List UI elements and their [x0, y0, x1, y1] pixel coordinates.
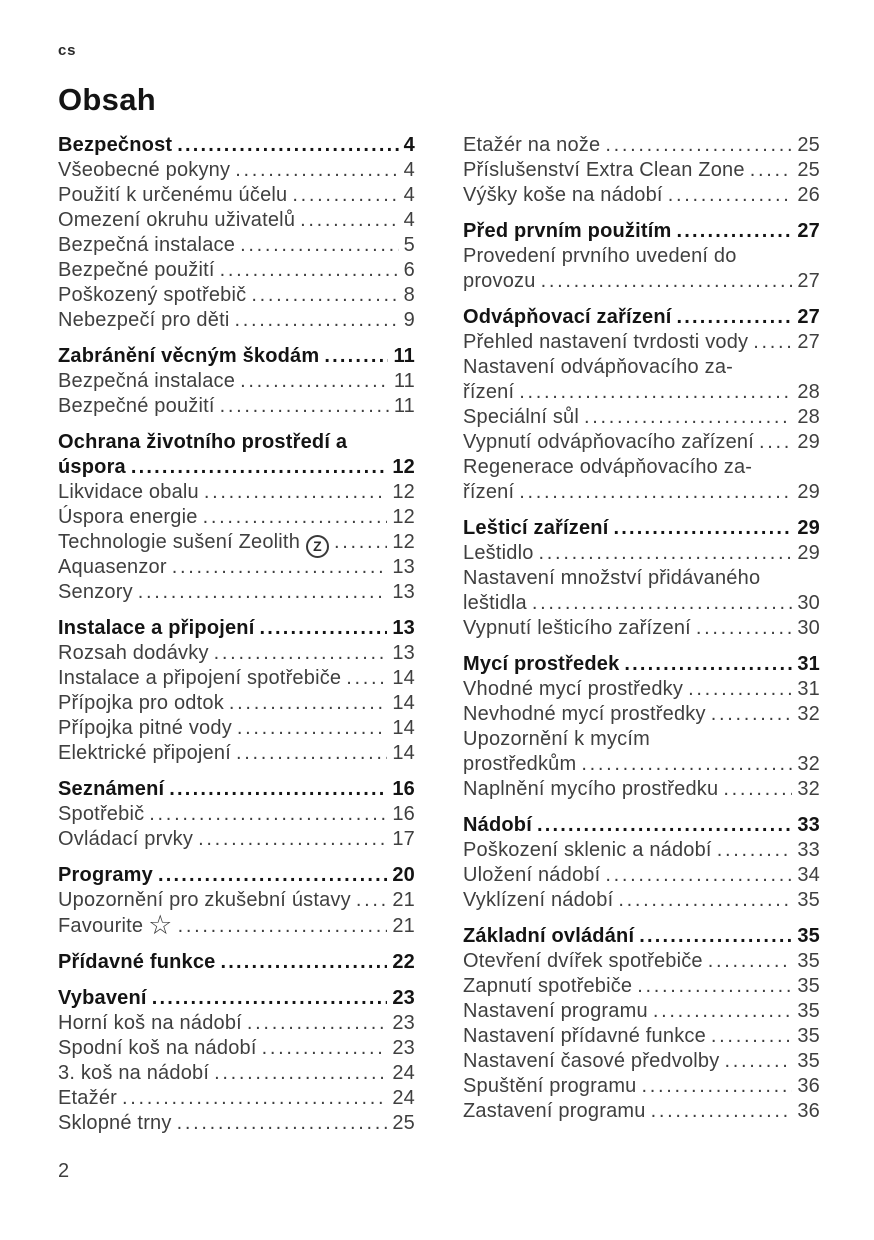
toc-entry-page: 4	[403, 184, 415, 206]
toc-entry-page: 33	[797, 814, 820, 836]
toc-entry-page: 36	[797, 1075, 820, 1097]
toc-entry	[463, 1074, 820, 1099]
dot-leader	[229, 691, 387, 716]
toc-entry-label: Vypnutí lešticího zařízení	[463, 617, 691, 639]
toc-entry-page: 12	[392, 531, 415, 553]
toc-entry	[463, 888, 820, 913]
toc-entry-label: Technologie sušení Zeolith	[58, 531, 301, 553]
toc-entry-page: 31	[797, 653, 820, 675]
toc-entry-page: 11	[393, 395, 415, 417]
dot-leader	[639, 924, 792, 949]
toc-entry-label: Elektrické připojení	[58, 742, 231, 764]
dot-leader	[651, 1099, 793, 1124]
toc-entry-page: 8	[403, 284, 415, 306]
toc-entry	[58, 716, 415, 741]
dot-leader	[292, 183, 398, 208]
toc-entry-page: 32	[797, 703, 820, 725]
toc-entry	[58, 910, 415, 940]
toc-entry	[463, 777, 820, 802]
toc-entry	[58, 258, 415, 283]
toc-entry-label: Vhodné mycí prostředky	[463, 678, 684, 700]
toc-entry	[58, 1111, 415, 1136]
toc-entry-page: 33	[797, 839, 820, 861]
toc-entry-label: Všeobecné pokyny	[58, 159, 231, 181]
toc-entry	[58, 555, 415, 580]
dot-leader	[251, 283, 398, 308]
toc-entry-label: Nebezpečí pro děti	[58, 309, 230, 331]
toc-entry-page: 13	[392, 556, 415, 578]
dot-leader	[653, 999, 793, 1024]
dot-leader	[169, 777, 387, 802]
toc-entry-label: Lešticí zařízení	[463, 517, 609, 539]
toc-entry-page: 21	[392, 889, 415, 911]
toc-entry-first-line: Regenerace odvápňovacího za-	[463, 456, 753, 478]
toc-entry-label: Omezení okruhu uživatelů	[58, 209, 296, 231]
dot-leader	[519, 380, 792, 405]
toc-entry-label: Seznámení	[58, 778, 165, 800]
toc-entry-page: 29	[797, 481, 820, 503]
toc-entry-page: 25	[392, 1112, 415, 1134]
toc-entry	[58, 233, 415, 258]
toc-entry	[58, 394, 415, 419]
toc-entry-label: Nádobí	[463, 814, 532, 836]
dot-leader	[724, 1049, 792, 1074]
dot-leader	[172, 555, 388, 580]
dot-leader	[676, 219, 792, 244]
dot-leader	[753, 330, 792, 355]
dot-leader	[624, 652, 792, 677]
toc-entry-label: Aquasenzor	[58, 556, 167, 578]
toc-entry	[58, 827, 415, 852]
toc-entry-label: 3. koš na nádobí	[58, 1062, 210, 1084]
toc-entry	[463, 949, 820, 974]
toc-column-left	[58, 133, 415, 1136]
toc-entry-label: Upozornění pro zkušební ústavy	[58, 889, 351, 911]
toc-entry-label: Základní ovládání	[463, 925, 635, 947]
dot-leader	[220, 258, 399, 283]
toc-entry-page: 35	[797, 975, 820, 997]
toc-section-heading	[463, 924, 820, 949]
toc-entry-page: 27	[797, 306, 820, 328]
toc-entry-page: 34	[797, 864, 820, 886]
toc-entry-page: 22	[392, 951, 415, 973]
favourite-star-icon: ☆	[148, 910, 173, 940]
toc-entry-page: 5	[403, 234, 415, 256]
dot-leader	[214, 641, 388, 666]
toc-entry-page: 25	[797, 134, 820, 156]
toc-entry	[463, 355, 820, 405]
toc-entry-page: 32	[797, 778, 820, 800]
toc-entry-page: 35	[797, 925, 820, 947]
toc-entry-page: 11	[393, 370, 415, 392]
toc-entry	[463, 999, 820, 1024]
toc-entry-label: Výšky koše na nádobí	[463, 184, 663, 206]
toc-entry-label: Bezpečné použití	[58, 395, 215, 417]
dot-leader	[677, 305, 793, 330]
toc-entry-label: Nevhodné mycí prostředky	[463, 703, 706, 725]
toc-column-right	[463, 133, 820, 1136]
toc-entry-label: Leštidlo	[463, 542, 534, 564]
toc-entry-label: Zabránění věcným škodám	[58, 345, 320, 367]
toc-entry-label: Spuštění programu	[463, 1075, 637, 1097]
toc-entry-page: 13	[392, 642, 415, 664]
dot-leader	[220, 394, 389, 419]
toc-entry-page: 30	[797, 617, 820, 639]
toc-section-heading	[58, 133, 415, 158]
language-tag: cs	[58, 42, 77, 59]
toc-entry-label: Bezpečnost	[58, 134, 173, 156]
toc-entry	[58, 530, 415, 555]
toc-entry	[58, 580, 415, 605]
toc-entry-page: 35	[797, 1000, 820, 1022]
toc-entry-page: 29	[797, 431, 820, 453]
toc-entry	[58, 308, 415, 333]
toc-entry-label: provozu	[463, 270, 536, 292]
toc-entry-first-line: Nastavení množství přidávaného	[463, 567, 761, 589]
toc-entry-page: 13	[392, 617, 415, 639]
toc-entry-label: Vypnutí odvápňovacího zařízení	[463, 431, 754, 453]
toc-entry	[463, 183, 820, 208]
dot-leader	[717, 838, 793, 863]
toc-entry-label: Přípojka pro odtok	[58, 692, 224, 714]
toc-entry-label: Likvidace obalu	[58, 481, 199, 503]
toc-entry	[58, 1061, 415, 1086]
toc-entry-label: Naplnění mycího prostředku	[463, 778, 719, 800]
toc-entry-page: 12	[392, 481, 415, 503]
dot-leader	[637, 974, 792, 999]
toc-entry-label: Poškozený spotřebič	[58, 284, 247, 306]
dot-leader	[642, 1074, 793, 1099]
dot-leader	[198, 827, 387, 852]
dot-leader	[138, 580, 388, 605]
toc-entry	[58, 1036, 415, 1061]
toc-entry-label: Programy	[58, 864, 153, 886]
dot-leader	[688, 677, 792, 702]
toc-entry-label: Poškození sklenic a nádobí	[463, 839, 712, 861]
dot-leader	[131, 455, 387, 480]
toc-entry-page: 12	[392, 506, 415, 528]
toc-entry-page: 12	[392, 456, 415, 478]
toc-entry-page: 23	[392, 1012, 415, 1034]
dot-leader	[750, 158, 793, 183]
toc-entry-page: 35	[797, 889, 820, 911]
toc-entry-label: Nastavení časové předvolby	[463, 1050, 720, 1072]
dot-leader	[158, 863, 387, 888]
toc-entry-label: Etažér na nože	[463, 134, 601, 156]
toc-entry	[463, 541, 820, 566]
toc-section-heading	[58, 950, 415, 975]
dot-leader	[605, 863, 792, 888]
toc-entry	[463, 677, 820, 702]
dot-leader	[537, 813, 792, 838]
dot-leader	[618, 888, 792, 913]
toc-entry-label: Horní koš na nádobí	[58, 1012, 242, 1034]
toc-entry-page: 24	[392, 1087, 415, 1109]
toc-entry-page: 13	[392, 581, 415, 603]
toc-entry-label: Bezpečné použití	[58, 259, 215, 281]
toc-entry-label: řízení	[463, 481, 515, 503]
toc-entry-label: Odvápňovací zařízení	[463, 306, 672, 328]
toc-entry	[463, 838, 820, 863]
toc-entry-label: Rozsah dodávky	[58, 642, 209, 664]
toc-entry	[463, 616, 820, 641]
toc-entry	[58, 691, 415, 716]
toc-entry-page: 6	[403, 259, 415, 281]
toc-entry-page: 32	[797, 753, 820, 775]
toc-entry-label: Bezpečná instalace	[58, 370, 236, 392]
toc-entry-page: 9	[403, 309, 415, 331]
toc-entry-label: Sklopné trny	[58, 1112, 172, 1134]
toc-entry-page: 20	[392, 864, 415, 886]
toc-entry-page: 11	[393, 345, 415, 367]
dot-leader	[221, 950, 388, 975]
dot-leader	[237, 716, 387, 741]
toc-entry-page: 16	[392, 803, 415, 825]
toc-entry-page: 27	[797, 270, 820, 292]
toc-entry-page: 16	[392, 778, 415, 800]
toc-entry	[463, 244, 820, 294]
dot-leader	[696, 616, 792, 641]
toc-entry-label: Spotřebič	[58, 803, 145, 825]
dot-leader	[539, 541, 793, 566]
dot-leader	[177, 133, 398, 158]
toc-entry-label: Spodní koš na nádobí	[58, 1037, 257, 1059]
dot-leader	[324, 344, 388, 369]
dot-leader	[203, 505, 388, 530]
toc-entry-label: Favourite	[58, 915, 144, 937]
toc-entry	[58, 369, 415, 394]
dot-leader	[723, 777, 792, 802]
dot-leader	[236, 741, 387, 766]
toc-entry-page: 14	[392, 692, 415, 714]
toc-entry-page: 4	[403, 134, 415, 156]
toc-entry	[463, 1049, 820, 1074]
toc-entry	[463, 566, 820, 616]
dot-leader	[300, 208, 399, 233]
toc-columns	[58, 133, 820, 1136]
toc-entry	[463, 727, 820, 777]
toc-entry-label: úspora	[58, 456, 126, 478]
toc-entry-first-line: Provedení prvního uvedení do	[463, 245, 737, 267]
toc-entry	[58, 183, 415, 208]
dot-leader	[759, 430, 792, 455]
toc-entry-first-line: Ochrana životního prostředí a	[58, 431, 348, 453]
toc-entry	[58, 283, 415, 308]
toc-entry	[463, 330, 820, 355]
toc-entry-page: 21	[392, 915, 415, 937]
toc-entry-page: 23	[392, 1037, 415, 1059]
toc-entry-label: Zapnutí spotřebiče	[463, 975, 633, 997]
dot-leader	[584, 405, 792, 430]
toc-entry-label: Vyklízení nádobí	[463, 889, 614, 911]
dot-leader	[235, 158, 398, 183]
toc-entry-page: 14	[392, 717, 415, 739]
dot-leader	[247, 1011, 387, 1036]
toc-entry-label: Mycí prostředek	[463, 653, 620, 675]
toc-entry-first-line: Nastavení odvápňovacího za-	[463, 356, 734, 378]
toc-section-heading	[58, 986, 415, 1011]
toc-section-heading	[463, 516, 820, 541]
toc-entry-page: 31	[797, 678, 820, 700]
toc-entry-first-line: Upozornění k mycím	[463, 728, 650, 750]
toc-entry	[58, 888, 415, 913]
dot-leader	[334, 530, 387, 555]
toc-entry-label: Příslušenství Extra Clean Zone	[463, 159, 745, 181]
dot-leader	[519, 480, 792, 505]
dot-leader	[240, 233, 399, 258]
toc-entry-page: 35	[797, 1025, 820, 1047]
toc-entry	[58, 208, 415, 233]
toc-entry-page: 17	[392, 828, 415, 850]
toc-entry	[58, 741, 415, 766]
toc-entry-page: 24	[392, 1062, 415, 1084]
page-title: Obsah	[58, 82, 156, 117]
toc-entry-label: Nastavení programu	[463, 1000, 648, 1022]
toc-entry	[58, 1011, 415, 1036]
dot-leader	[532, 591, 792, 616]
toc-section-heading	[463, 652, 820, 677]
zeolith-circled-z-icon: Z	[306, 535, 329, 558]
toc-entry-page: 28	[797, 406, 820, 428]
toc-entry	[463, 158, 820, 183]
toc-entry-label: Nastavení přídavné funkce	[463, 1025, 706, 1047]
toc-entry-page: 27	[797, 331, 820, 353]
dot-leader	[708, 949, 793, 974]
toc-entry-label: Přídavné funkce	[58, 951, 216, 973]
toc-entry	[463, 974, 820, 999]
toc-entry	[58, 480, 415, 505]
toc-entry	[463, 1024, 820, 1049]
dot-leader	[346, 666, 387, 691]
toc-entry	[463, 863, 820, 888]
toc-entry	[463, 133, 820, 158]
toc-entry-label: řízení	[463, 381, 515, 403]
toc-entry-label: Bezpečná instalace	[58, 234, 236, 256]
toc-entry-page: 14	[392, 742, 415, 764]
toc-section-heading	[463, 219, 820, 244]
toc-entry-label: Ovládací prvky	[58, 828, 194, 850]
toc-entry-label: Instalace a připojení spotřebiče	[58, 667, 342, 689]
toc-entry	[463, 430, 820, 455]
dot-leader	[262, 1036, 388, 1061]
toc-entry	[463, 1099, 820, 1124]
toc-entry-label: prostředkům	[463, 753, 577, 775]
toc-entry-label: Vybavení	[58, 987, 147, 1009]
toc-entry-label: Úspora energie	[58, 506, 198, 528]
toc-entry	[58, 505, 415, 530]
dot-leader	[204, 480, 387, 505]
toc-entry-page: 4	[403, 159, 415, 181]
toc-entry-page: 28	[797, 381, 820, 403]
toc-section-heading	[58, 344, 415, 369]
toc-entry-page: 35	[797, 1050, 820, 1072]
toc-entry-label: Před prvním použitím	[463, 220, 672, 242]
toc-entry-page: 29	[797, 517, 820, 539]
toc-entry	[58, 666, 415, 691]
toc-entry-label: Použití k určenému účelu	[58, 184, 288, 206]
toc-entry	[463, 405, 820, 430]
toc-entry-page: 29	[797, 542, 820, 564]
dot-leader	[711, 702, 793, 727]
dot-leader	[234, 308, 398, 333]
toc-entry	[58, 1086, 415, 1111]
dot-leader	[668, 183, 793, 208]
dot-leader	[152, 986, 388, 1011]
dot-leader	[711, 1024, 792, 1049]
toc-entry-page: 23	[392, 987, 415, 1009]
toc-entry	[463, 702, 820, 727]
toc-section-heading	[463, 813, 820, 838]
dot-leader	[122, 1086, 387, 1111]
dot-leader	[581, 752, 792, 777]
toc-section-heading	[58, 777, 415, 802]
footer-page-number: 2	[58, 1160, 70, 1182]
dot-leader	[605, 133, 792, 158]
toc-entry-page: 36	[797, 1100, 820, 1122]
toc-entry	[463, 455, 820, 505]
toc-entry-label: Uložení nádobí	[463, 864, 601, 886]
toc-entry-label: Senzory	[58, 581, 133, 603]
toc-entry-label: Etažér	[58, 1087, 118, 1109]
toc-entry-page: 25	[797, 159, 820, 181]
dot-leader	[214, 1061, 387, 1086]
toc-entry-page: 14	[392, 667, 415, 689]
toc-entry-label: Zastavení programu	[463, 1100, 646, 1122]
toc-section-heading	[463, 305, 820, 330]
toc-entry-label: leštidla	[463, 592, 527, 614]
dot-leader	[177, 1111, 388, 1136]
toc-entry-label: Instalace a připojení	[58, 617, 255, 639]
toc-entry-label: Přehled nastavení tvrdosti vody	[463, 331, 749, 353]
toc-entry-page: 35	[797, 950, 820, 972]
dot-leader	[541, 269, 793, 294]
toc-entry-label: Přípojka pitné vody	[58, 717, 232, 739]
toc-section-heading	[58, 616, 415, 641]
toc-entry-page: 30	[797, 592, 820, 614]
dot-leader	[240, 369, 389, 394]
toc-section-heading	[58, 863, 415, 888]
toc-section-heading	[58, 430, 415, 480]
toc-entry	[58, 158, 415, 183]
toc-entry-page: 26	[797, 184, 820, 206]
toc-entry-label: Otevření dvířek spotřebiče	[463, 950, 703, 972]
toc-entry-page: 4	[403, 209, 415, 231]
dot-leader	[356, 888, 388, 913]
dot-leader	[260, 616, 388, 641]
toc-entry	[58, 641, 415, 666]
toc-entry	[58, 802, 415, 827]
toc-entry-label: Speciální sůl	[463, 406, 579, 428]
dot-leader	[613, 516, 792, 541]
toc-entry-page: 27	[797, 220, 820, 242]
dot-leader	[178, 914, 388, 939]
dot-leader	[149, 802, 387, 827]
